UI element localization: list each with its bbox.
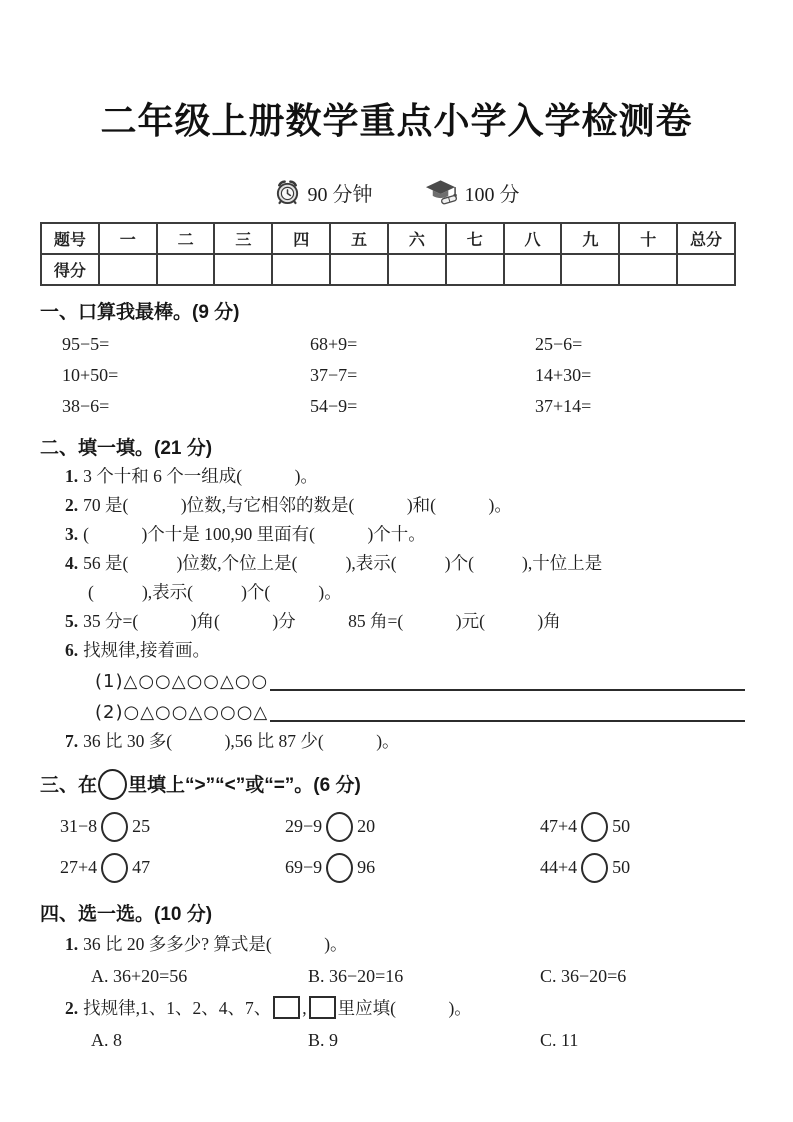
- math-problem: 95−5=: [62, 334, 110, 354]
- time-limit-group: [274, 178, 373, 207]
- choice-question-1: [65, 928, 749, 960]
- section-1-heading: 一、口算我最棒。(9 分): [40, 302, 240, 323]
- col-header: 二: [157, 223, 215, 254]
- left-expression: 29−9: [285, 816, 323, 836]
- item-number: 1.: [65, 934, 79, 954]
- question-text: 36 比 20 多多少? 算式是( )。: [83, 934, 348, 954]
- comparison-problem: [285, 853, 540, 883]
- shape-pattern: (1)△○○△○○△○○: [95, 671, 269, 692]
- score-cell: [677, 254, 735, 285]
- fill-item-5: [65, 607, 749, 636]
- item-text: 3 个十和 6 个一组成( )。: [83, 466, 318, 486]
- right-value: 25: [132, 816, 151, 836]
- score-cell: [272, 254, 330, 285]
- heading-text: 三、在: [40, 775, 98, 796]
- score-cell: [561, 254, 619, 285]
- item-text: ( ),表示( )个( )。: [88, 582, 342, 602]
- section-1-problems: [62, 329, 793, 422]
- right-value: 50: [612, 857, 631, 877]
- question-text: 里应填( )。: [337, 998, 472, 1018]
- score-cell: [446, 254, 504, 285]
- fill-item-7: [65, 727, 749, 756]
- comparison-problem: [540, 853, 793, 883]
- left-expression: 47+4: [540, 816, 578, 836]
- item-number: 2.: [65, 998, 79, 1018]
- score-cell: [619, 254, 677, 285]
- comparison-circle: [101, 853, 128, 883]
- pattern-row-1: [95, 665, 745, 696]
- score-table-score-row: [41, 254, 735, 285]
- score-table-header-row: [41, 223, 735, 254]
- score-cell: [330, 254, 388, 285]
- col-header: 五: [330, 223, 388, 254]
- item-text: 56 是( )位数,个位上是( ),表示( )个( ),十位上是: [83, 553, 603, 573]
- left-expression: 27+4: [60, 857, 98, 877]
- comparison-circle: [101, 812, 128, 842]
- fill-circle-icon: [98, 769, 127, 800]
- math-problem: 37+14=: [535, 396, 592, 416]
- col-header: 六: [388, 223, 446, 254]
- total-score-label: 100 分: [464, 183, 520, 206]
- score-table: [40, 222, 736, 286]
- item-number: 7.: [65, 731, 79, 751]
- item-number: 5.: [65, 611, 79, 631]
- choice-question-2: [65, 992, 749, 1024]
- item-number: 6.: [65, 640, 79, 660]
- col-header: 四: [272, 223, 330, 254]
- section-3-heading: [40, 769, 793, 800]
- option-b: B. 9: [308, 1030, 339, 1050]
- graduation-cap-icon: [425, 179, 458, 205]
- right-value: 20: [357, 816, 376, 836]
- heading-text: 里填上“>”“<”或“=”。(6 分): [128, 775, 361, 796]
- item-number: 3.: [65, 524, 79, 544]
- col-header: 一: [99, 223, 157, 254]
- fill-item-4-continued: [88, 578, 749, 607]
- paper-title: 二年级上册数学重点小学入学检测卷: [100, 100, 693, 141]
- left-expression: 69−9: [285, 857, 323, 877]
- option-c: C. 11: [540, 1030, 579, 1050]
- comparison-problem: [60, 812, 285, 842]
- option-a: A. 36+20=56: [91, 966, 188, 986]
- section-4-heading: 四、选一选。(10 分): [40, 904, 213, 925]
- col-header: 八: [504, 223, 562, 254]
- question-text: ,: [302, 998, 307, 1018]
- score-cell: [157, 254, 215, 285]
- math-problem: 14+30=: [535, 365, 592, 385]
- col-header: 三: [214, 223, 272, 254]
- fill-item-3: [65, 520, 749, 549]
- score-cell: [504, 254, 562, 285]
- comparison-circle: [326, 812, 353, 842]
- col-header: 九: [561, 223, 619, 254]
- time-limit-label: 90 分钟: [307, 183, 373, 206]
- comparison-problem: [285, 812, 540, 842]
- math-problem: 68+9=: [310, 334, 358, 354]
- answer-line: [270, 689, 745, 691]
- right-value: 96: [357, 857, 376, 877]
- fill-item-1: [65, 462, 749, 491]
- comparison-circle: [581, 812, 608, 842]
- item-text: ( )个十是 100,90 里面有( )个十。: [83, 524, 426, 544]
- answer-box: [309, 996, 336, 1019]
- item-text: 找规律,接着画。: [83, 640, 210, 660]
- col-header: 七: [446, 223, 504, 254]
- item-number: 1.: [65, 466, 79, 486]
- shape-pattern: (2)○△○○△○○○△: [95, 702, 269, 723]
- question-number-label: 题号: [41, 223, 99, 254]
- question-2-options: [91, 1024, 793, 1056]
- col-header: 总分: [677, 223, 735, 254]
- fill-item-2: [65, 491, 749, 520]
- question-text: 找规律,1、1、2、4、7、: [83, 998, 272, 1018]
- section-3-problems: [60, 806, 793, 888]
- item-text: 35 分=( )角( )分 85 角=( )元( )角: [83, 611, 561, 631]
- item-number: 4.: [65, 553, 79, 573]
- score-cell: [214, 254, 272, 285]
- right-value: 47: [132, 857, 151, 877]
- score-cell: [388, 254, 446, 285]
- total-score-group: [425, 178, 520, 207]
- pattern-row-2: [95, 696, 745, 727]
- item-number: 2.: [65, 495, 79, 515]
- section-2-heading: 二、填一填。(21 分): [40, 438, 213, 459]
- answer-box: [273, 996, 300, 1019]
- comparison-problem: [60, 853, 285, 883]
- math-problem: 54−9=: [310, 396, 358, 416]
- option-a: A. 8: [91, 1030, 122, 1050]
- item-text: 36 比 30 多( ),56 比 87 少( )。: [83, 731, 400, 751]
- option-c: C. 36−20=6: [540, 966, 627, 986]
- left-expression: 44+4: [540, 857, 578, 877]
- math-problem: 38−6=: [62, 396, 110, 416]
- math-problem: 37−7=: [310, 365, 358, 385]
- right-value: 50: [612, 816, 631, 836]
- comparison-circle: [581, 853, 608, 883]
- comparison-circle: [326, 853, 353, 883]
- answer-line: [270, 720, 745, 722]
- col-header: 十: [619, 223, 677, 254]
- score-label: 得分: [41, 254, 99, 285]
- alarm-clock-icon: [274, 178, 301, 206]
- left-expression: 31−8: [60, 816, 98, 836]
- question-1-options: [91, 960, 793, 992]
- score-cell: [99, 254, 157, 285]
- fill-item-6: [65, 636, 749, 665]
- exam-meta: [0, 176, 793, 208]
- item-text: 70 是( )位数,与它相邻的数是( )和( )。: [83, 495, 512, 515]
- option-b: B. 36−20=16: [308, 966, 404, 986]
- math-problem: 25−6=: [535, 334, 583, 354]
- comparison-problem: [540, 812, 793, 842]
- math-problem: 10+50=: [62, 365, 119, 385]
- fill-item-4: [65, 549, 749, 578]
